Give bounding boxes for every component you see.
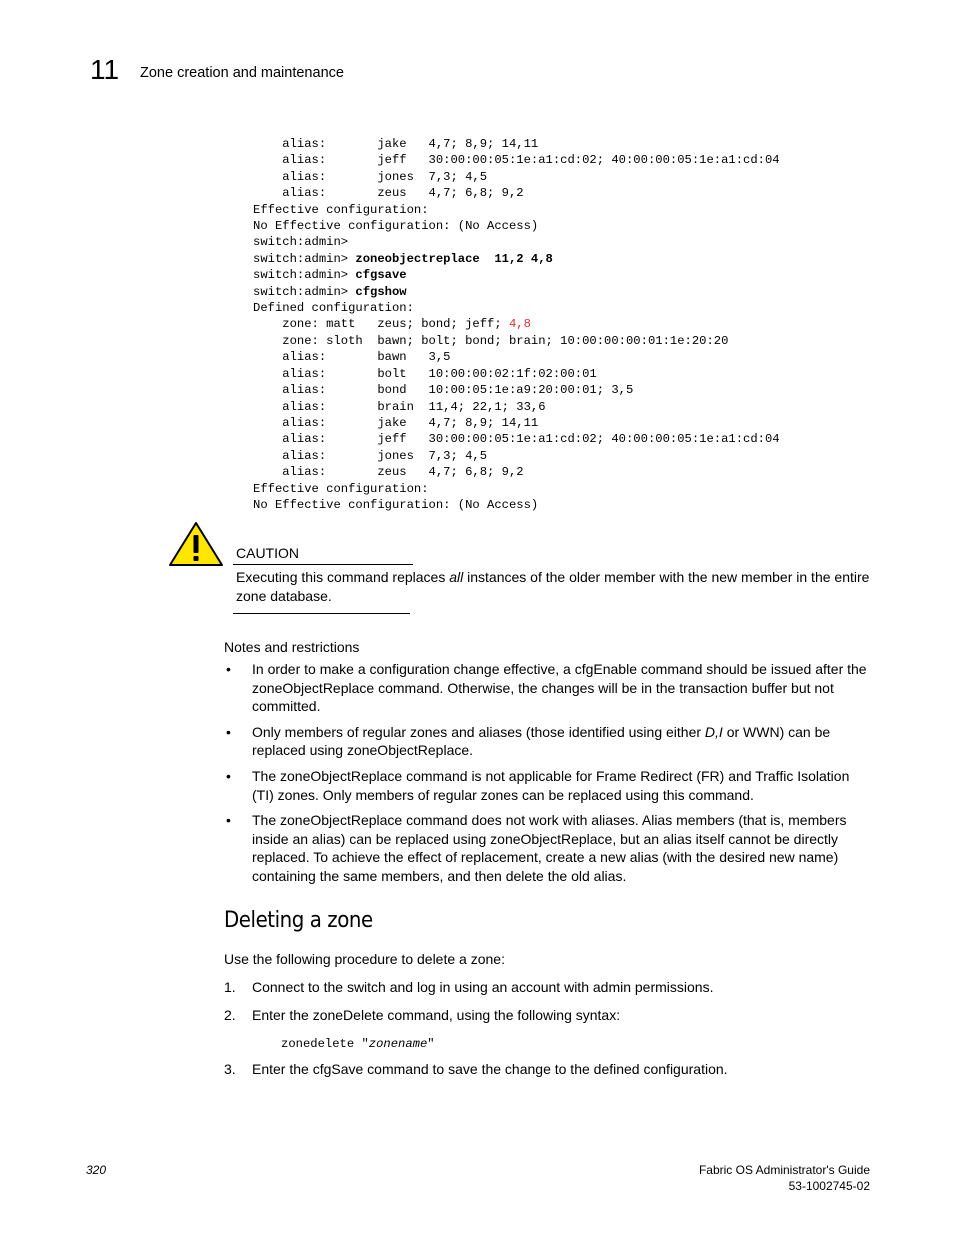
code-line: alias: jake 4,7; 8,9; 14,11 xyxy=(253,415,539,430)
code-line: alias: bond 10:00:05:1e:a9:20:00:01; 3,5 xyxy=(253,383,634,398)
code-line: Defined configuration: xyxy=(253,301,414,316)
step-1: 1. Connect to the switch and log in using an account with admin permissions. xyxy=(224,979,714,995)
code-line: alias: zeus 4,7; 6,8; 9,2 xyxy=(253,186,524,201)
bullet-icon: • xyxy=(226,767,231,784)
page-number: 320 xyxy=(86,1163,107,1177)
doc-number: 53-1002745-02 xyxy=(788,1179,870,1193)
caution-title: CAUTION xyxy=(236,545,299,561)
chapter-title: Zone creation and maintenance xyxy=(140,65,344,81)
caution-divider-bottom xyxy=(233,613,410,614)
code-example xyxy=(253,136,780,513)
code-line: alias: bolt 10:00:00:02:1f:02:00:01 xyxy=(253,366,597,381)
code-line: alias: jeff 30:00:00:05:1e:a1:cd:02; 40:00:00:05:1e:a1:cd:04 xyxy=(253,432,780,447)
notes-list-item: • Only members of regular zones and aliases (those identified using either D,I or WWN) can be replaced using zoneObjectReplace. xyxy=(226,723,831,759)
code-line: alias: jones 7,3; 4,5 xyxy=(253,169,488,184)
code-line: alias: zeus 4,7; 6,8; 9,2 xyxy=(253,465,524,480)
notes-list-item: • The zoneObjectReplace command is not applicable for Frame Redirect (FR) and Traffic Isolation (TI) zones. Only members of regular zones can be replaced using this command. xyxy=(226,767,850,803)
code-line: alias: jake 4,7; 8,9; 14,11 xyxy=(253,137,539,151)
code-line: No Effective configuration: (No Access) xyxy=(253,219,539,234)
bullet-icon: • xyxy=(226,723,231,740)
notes-list-item: • In order to make a configuration change effective, a cfgEnable command should be issued after the zoneObjectReplace command. Otherwise, the changes will be in the transaction buffer but not committed. xyxy=(226,661,867,715)
bullet-icon: • xyxy=(226,812,231,829)
code-line: Effective configuration: xyxy=(253,481,429,496)
code-line: alias: brain 11,4; 22,1; 33,6 xyxy=(253,399,546,414)
code-line: No Effective configuration: (No Access) xyxy=(253,497,539,512)
caution-text: Executing this command replaces all instances of the older member with the new member in the entire zone database. xyxy=(236,569,870,604)
step-3: 3. Enter the cfgSave command to save the change to the defined configuration. xyxy=(224,1061,728,1077)
code-line: zone: matt zeus; bond; jeff; 4,8 xyxy=(253,317,531,332)
notes-list xyxy=(224,660,874,886)
code-line: alias: bawn 3,5 xyxy=(253,350,451,365)
bullet-icon: • xyxy=(226,661,231,677)
code-line: alias: jeff 30:00:00:05:1e:a1:cd:02; 40:00:00:05:1e:a1:cd:04 xyxy=(253,153,780,168)
code-line: switch:admin> cfgsave xyxy=(253,268,407,283)
code-line: switch:admin> xyxy=(253,235,349,250)
code-line: Effective configuration: xyxy=(253,202,429,217)
code-line: alias: jones 7,3; 4,5 xyxy=(253,448,488,463)
code-line: switch:admin> zoneobjectreplace 11,2 4,8 xyxy=(253,251,553,266)
code-line: switch:admin> cfgshow xyxy=(253,284,407,299)
caution-warning-icon xyxy=(168,521,224,567)
section-intro: Use the following procedure to delete a zone: xyxy=(224,951,505,967)
notes-list-item: • The zoneObjectReplace command does not work with aliases. Alias members (that is, members inside an alias) can be replaced using zoneObjectReplace, but an alias itself cannot be directly replaced. To achieve the effect of replacement, create a new alias (with the desired new name) containing the same members, and then delete the old alias. xyxy=(226,812,847,884)
section-heading: Deleting a zone xyxy=(224,908,373,933)
caution-divider-top xyxy=(233,564,413,565)
chapter-number: 11 xyxy=(90,54,120,85)
doc-title: Fabric OS Administrator's Guide xyxy=(698,1163,870,1177)
notes-heading: Notes and restrictions xyxy=(224,639,360,655)
syntax-example: zonedelete "zonename" xyxy=(281,1037,435,1051)
step-2: 2. Enter the zoneDelete command, using the following syntax: xyxy=(224,1007,621,1023)
code-line: zone: sloth bawn; bolt; bond; brain; 10:00:00:00:01:1e:20:20 xyxy=(253,333,729,348)
